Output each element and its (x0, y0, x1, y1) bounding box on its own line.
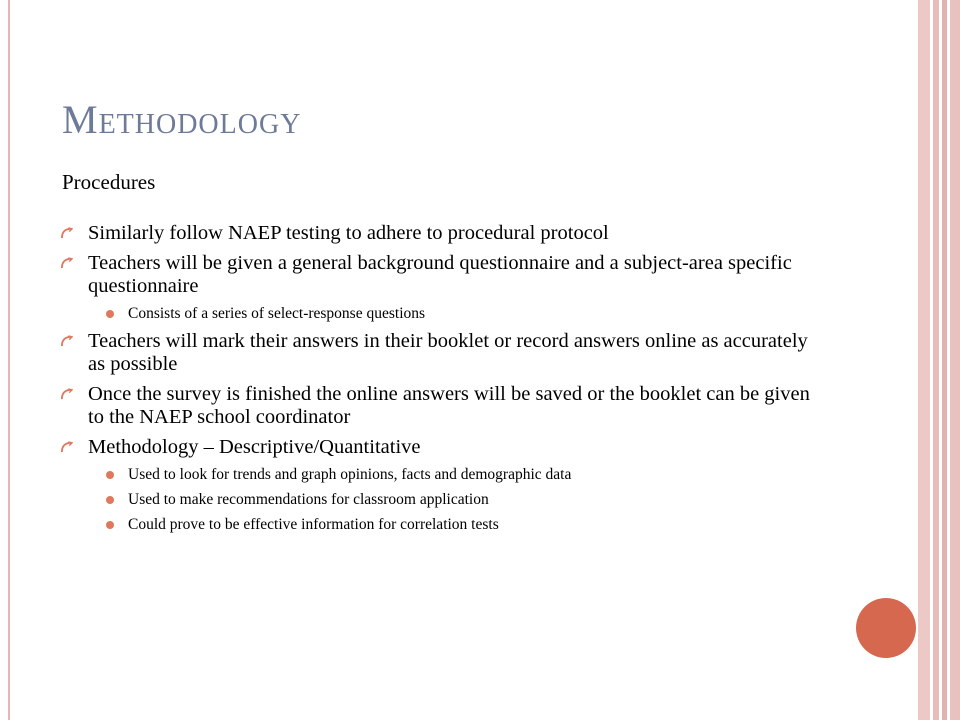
bullet-item (60, 222, 820, 245)
sub-bullet-item (60, 466, 820, 483)
bullet-text: Teachers will mark their answers in their booklet or record answers online as accurately as possible (88, 330, 808, 375)
sub-bullet-text: Used to look for trends and graph opinions, facts and demographic data (128, 466, 572, 483)
curved-arrow-bullet-icon (60, 227, 73, 240)
left-border-line (8, 0, 10, 720)
bullet-item (60, 252, 820, 298)
bullet-text: Once the survey is finished the online answers will be saved or the booklet can be given to the NAEP school coordinator (88, 383, 810, 428)
sub-bullet-text: Consists of a series of select-response questions (128, 305, 426, 322)
bullet-text: Similarly follow NAEP testing to adhere to procedural protocol (88, 222, 609, 244)
curved-arrow-bullet-icon (60, 335, 73, 348)
bullet-item (60, 383, 820, 429)
curved-arrow-bullet-icon (60, 257, 73, 270)
curved-arrow-bullet-icon (60, 388, 73, 401)
sub-bullet-text: Could prove to be effective information for correlation tests (128, 516, 499, 533)
dot-icon (106, 496, 114, 504)
sub-bullet-text: Used to make recommendations for classroom application (128, 491, 489, 508)
bullet-text: Methodology – Descriptive/Quantitative (88, 436, 421, 458)
dot-icon (106, 310, 114, 318)
sub-bullet-item (60, 491, 820, 508)
curved-arrow-bullet-icon (60, 441, 73, 454)
sub-bullet-item (60, 516, 820, 533)
sub-bullet-item (60, 305, 820, 322)
right-decor-stripe (950, 0, 960, 720)
dot-icon (106, 471, 114, 479)
dot-icon (106, 521, 114, 529)
accent-circle (856, 598, 916, 658)
bullet-item (60, 330, 820, 376)
right-decor-stripe (918, 0, 930, 720)
bullet-text: Teachers will be given a general background questionnaire and a subject-area specific questionnaire (88, 252, 792, 297)
bullet-list (60, 222, 820, 541)
slide-title: Methodology (62, 97, 302, 142)
slide-subtitle: Procedures (62, 170, 156, 194)
bullet-item (60, 436, 820, 459)
